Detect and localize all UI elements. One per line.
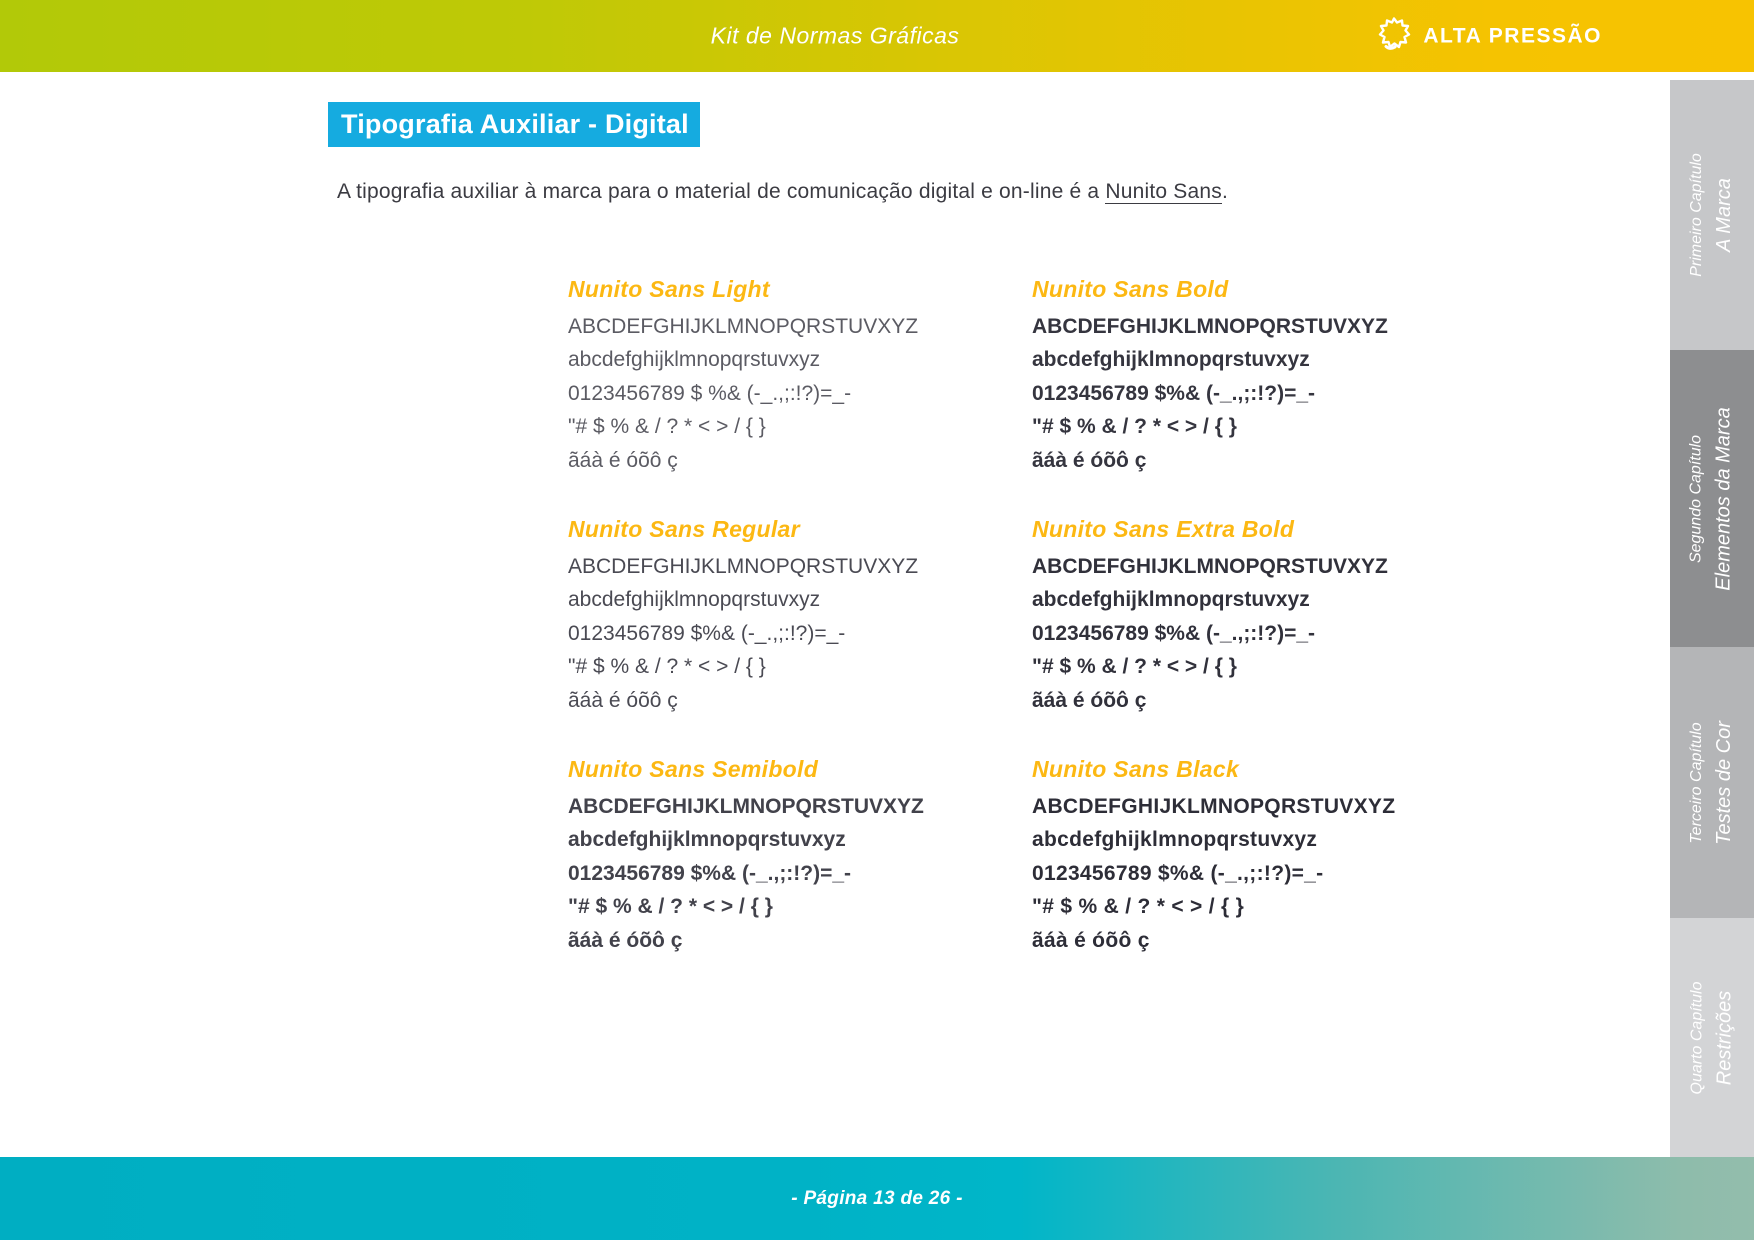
specimen-numerals: 0123456789 $%& (-_.,;:!?)=_- [1032,381,1316,405]
tab-section-label: A Marca [1713,178,1736,252]
specimen-symbols: "# $ % & / ? * < > / { } [1032,655,1237,679]
tab-terceiro-capitulo-testes-de-cor[interactable] [1670,647,1754,918]
specimen-lowercase: abcdefghijklmnopqrstuvxyz [1032,348,1310,372]
section-title: Tipografia Auxiliar - Digital [341,109,689,139]
tab-label [1685,981,1739,1094]
specimen-accents: ãáà é óõô ç [568,448,678,472]
footer-bar [0,1157,1754,1240]
tab-chapter-label: Segundo Capítulo [1688,434,1706,563]
specimen-name: Nunito Sans Extra Bold [1032,516,1295,542]
specimen-numerals: 0123456789 $%& (-_.,;:!?)=_- [1032,621,1316,645]
specimen-accents: ãáà é óõô ç [568,928,683,952]
specimen-uppercase: ABCDEFGHIJKLMNOPQRSTUVXYZ [1032,315,1388,338]
intro-text [337,180,1228,204]
specimen-nunito-black [1032,756,1395,996]
specimen-symbols: "# $ % & / ? * < > / { } [568,895,773,919]
tab-chapter-label: Quarto Capítulo [1688,981,1706,1094]
header-bar [0,0,1754,72]
specimen-name: Nunito Sans Bold [1032,276,1229,302]
tab-section-label: Testes de Cor [1713,720,1735,845]
specimen-name: Nunito Sans Semibold [568,756,819,782]
specimen-nunito-extra-bold [1032,516,1395,756]
intro-prefix: A tipografia auxiliar à marca para o material de comunicação digital e on-line é a [337,180,1106,203]
tab-chapter-label: Terceiro Capítulo [1688,721,1705,844]
tab-primeiro-capitulo-a-marca[interactable] [1670,80,1754,350]
specimen-nunito-bold [1032,276,1395,516]
intro-font-name: Nunito Sans [1105,180,1222,203]
specimen-numerals: 0123456789 $%& (-_.,;:!?)=_- [1032,861,1324,885]
tab-label [1685,721,1739,845]
tab-label [1685,407,1739,590]
specimen-nunito-regular [568,516,1032,756]
specimen-uppercase: ABCDEFGHIJKLMNOPQRSTUVXYZ [1032,795,1396,818]
specimen-nunito-semibold [568,756,1032,996]
specimen-lowercase: abcdefghijklmnopqrstuvxyz [1032,828,1318,852]
splash-logo-icon [1376,16,1412,57]
document-title: Kit de Normas Gráficas [710,22,960,49]
specimen-uppercase: ABCDEFGHIJKLMNOPQRSTUVXYZ [568,555,919,578]
specimen-accents: ãáà é óõô ç [1032,448,1147,472]
tab-section-label: Restrições [1713,990,1736,1085]
specimen-numerals: 0123456789 $%& (-_.,;:!?)=_- [568,861,852,885]
tab-quarto-capitulo-restricoes[interactable] [1670,918,1754,1157]
specimen-name: Nunito Sans Regular [568,516,800,542]
specimen-accents: ãáà é óõô ç [1032,928,1150,952]
brand-logo [1376,16,1602,57]
specimen-nunito-light [568,276,1032,516]
type-specimen-grid [568,276,1395,996]
specimen-name: Nunito Sans Light [568,276,770,302]
specimen-numerals: 0123456789 $ %& (-_.,;:!?)=_- [568,381,852,405]
specimen-numerals: 0123456789 $%& (-_.,;:!?)=_- [568,621,846,645]
tab-section-label: Elementos da Marca [1713,406,1736,591]
specimen-lowercase: abcdefghijklmnopqrstuvxyz [568,348,821,372]
specimen-accents: ãáà é óõô ç [568,688,678,712]
specimen-uppercase: ABCDEFGHIJKLMNOPQRSTUVXYZ [568,315,919,338]
specimen-lowercase: abcdefghijklmnopqrstuvxyz [568,588,821,612]
specimen-uppercase: ABCDEFGHIJKLMNOPQRSTUVXYZ [568,795,924,818]
intro-suffix: . [1221,180,1229,203]
specimen-symbols: "# $ % & / ? * < > / { } [1032,895,1245,919]
specimen-name: Nunito Sans Black [1032,756,1240,782]
specimen-lowercase: abcdefghijklmnopqrstuvxyz [1032,588,1310,612]
section-title-box [328,102,700,147]
specimen-uppercase: ABCDEFGHIJKLMNOPQRSTUVXYZ [1032,555,1388,578]
brand-name: ALTA PRESSÃO [1423,24,1602,47]
page-indicator: - Página 13 de 26 - [791,1187,963,1209]
chapter-tabs [1670,80,1754,1157]
specimen-accents: ãáà é óõô ç [1032,688,1147,712]
specimen-lowercase: abcdefghijklmnopqrstuvxyz [568,828,846,852]
specimen-symbols: "# $ % & / ? * < > / { } [568,655,766,679]
specimen-symbols: "# $ % & / ? * < > / { } [1032,415,1237,439]
specimen-symbols: "# $ % & / ? * < > / { } [568,415,766,439]
tab-chapter-label: Primeiro Capítulo [1688,153,1706,277]
tab-segundo-capitulo-elementos-da-marca[interactable] [1670,350,1754,647]
tab-label [1685,153,1739,277]
